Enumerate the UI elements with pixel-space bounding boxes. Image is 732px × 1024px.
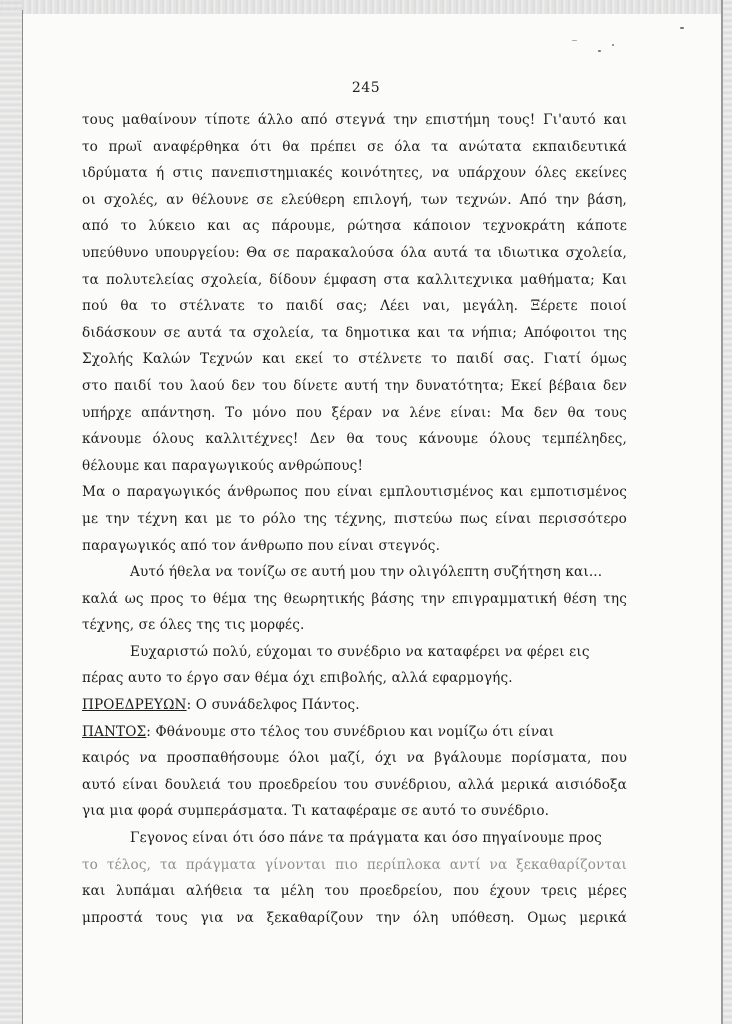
text-line: και λυπάμαι αλήθεια τα μέλη του προεδρείου, που έχουν τρεις μέρες [82, 883, 627, 900]
speaker-line [82, 692, 627, 719]
text-line: αυτό είναι δουλειά του προεδρείου του συνέδριου, αλλά μερικά αισιόδοξα [82, 776, 627, 793]
scan-speck [612, 44, 614, 46]
text-line: θέλουμε και παραγωγικούς ανθρώπους! [82, 457, 364, 474]
text-line: για μια φορά συμπεράσματα. Τι καταφέραμε σε αυτό το συνέδριο. [82, 803, 550, 820]
text-line: κάνουμε όλους καλλιτέχνες! Δεν θα τους κάνουμε όλους τεμπέληδες, [82, 431, 627, 448]
text-line: με την τέχνη και με το ρόλο της τέχνης, πιστεύω πως είναι περισσότερο [82, 510, 627, 527]
text-line: διδάσκουν σε αυτά τα σχολεία, τα δημοτικα και τα νήπια; Απόφοιτοι της [82, 324, 627, 341]
text-line: μπροστά τους για να ξεκαθαρίζουν την όλη υπόθεση. Ομως μερικά [82, 909, 627, 926]
text-line: Γεγονος είναι ότι όσο πάνε τα πράγματα και όσο πηγαίνουμε προς [130, 830, 602, 847]
text-line: τους μαθαίνουν τίποτε άλλο από στεγνά την επιστήμη τους! Γι'αυτό και [82, 112, 627, 128]
text-line: Αυτό ήθελα να τονίζω σε αυτή μου την ολιγόλεπτη συζήτηση και... [130, 564, 603, 581]
scan-left-border [22, 10, 23, 1024]
text-line: υπεύθυνο υπουργείου: Θα σε παρακαλούσα όλα αυτά τα ιδιωτικα σχολεία, [82, 244, 627, 261]
scan-left-edge [0, 0, 22, 1024]
text-line: υπήρχε απάντηση. Το μόνο που ξέραν να λένε είναι: Μα δεν θα τους [82, 404, 627, 421]
text-line: Ευχαριστώ πολύ, εύχομαι το συνέδριο να καταφέρει να φέρει εις [130, 643, 590, 660]
text-line: καιρός να προσπαθήσουμε όλοι μαζί, όχι να βγάλουμε πορίσματα, που [82, 750, 627, 767]
body-text [82, 107, 627, 931]
page-number: 245 [351, 80, 381, 96]
speaker-text: : Φθάνουμε στο τέλος του συνέδριου και νομίζω ότι είναι [146, 723, 555, 740]
text-line: τα πολυτελείας σχολεία, δίδουν έμφαση στα καλλιτεχνικα μαθήματα; Και [82, 271, 627, 288]
text-line: πέρας αυτο το έργο σαν θέμα όχι επιβολής, αλλά εφαρμογής. [82, 670, 513, 687]
text-line: καλά ως προς το θέμα της θεωρητικής βάσης την επιγραμματική θέση της [82, 590, 627, 607]
speaker-line [82, 719, 627, 746]
speaker-name: ΠΑΝΤΟΣ [82, 723, 147, 740]
text-line: το τέλος, τα πράγματα γίνονται πιο περίπλοκα αντί να ξεκαθαρίζονται [82, 856, 627, 873]
scan-speck [572, 40, 577, 41]
text-line: τέχνης, σε όλες της τις μορφές. [82, 617, 305, 634]
text-line: παραγωγικός από τον άνθρωπο που είναι στεγνός. [82, 537, 441, 554]
text-line: ιδρύματα ή στις πανεπιστημιακές κοινότητες, να υπάρχουν όλες εκείνες [82, 165, 627, 182]
scan-right-edge [723, 0, 732, 1024]
text-line: στο παιδί του λαού δεν του δίνετε αυτή την δυνατότητα; Εκεί βέβαια δεν [82, 377, 627, 394]
text-line: Μα ο παραγωγικός άνθρωπος που είναι εμπλουτισμένος και εμποτισμένος [82, 484, 627, 501]
text-line: πού θα το στέλνατε το παιδί σας; Λέει ναι, μεγάλη. Ξέρετε ποιοί [82, 298, 627, 315]
text-line: από το λύκειο και ας πάρουμε, ρώτησα κάποιον τεχνοκράτη κάποτε [82, 218, 627, 235]
speaker-name: ΠΡΟΕΔΡΕΥΩΝ [82, 697, 187, 714]
scan-speck [598, 50, 601, 52]
scan-top-edge [0, 0, 732, 14]
scan-speck [680, 27, 684, 29]
text-line: Σχολής Καλών Τεχνών και εκεί το στέλνετε το παιδί σας. Γιατί όμως [82, 351, 627, 368]
speaker-text: : Ο συνάδελφος Πάντος. [186, 697, 360, 714]
text-line: οι σχολές, αν θέλουνε σε ελεύθερη επιλογή, των τεχνών. Από την βάση, [82, 191, 627, 208]
text-line: το πρωϊ αναφέρθηκα ότι θα πρέπει σε όλα τα ανώτατα εκπαιδευτικά [82, 138, 627, 155]
